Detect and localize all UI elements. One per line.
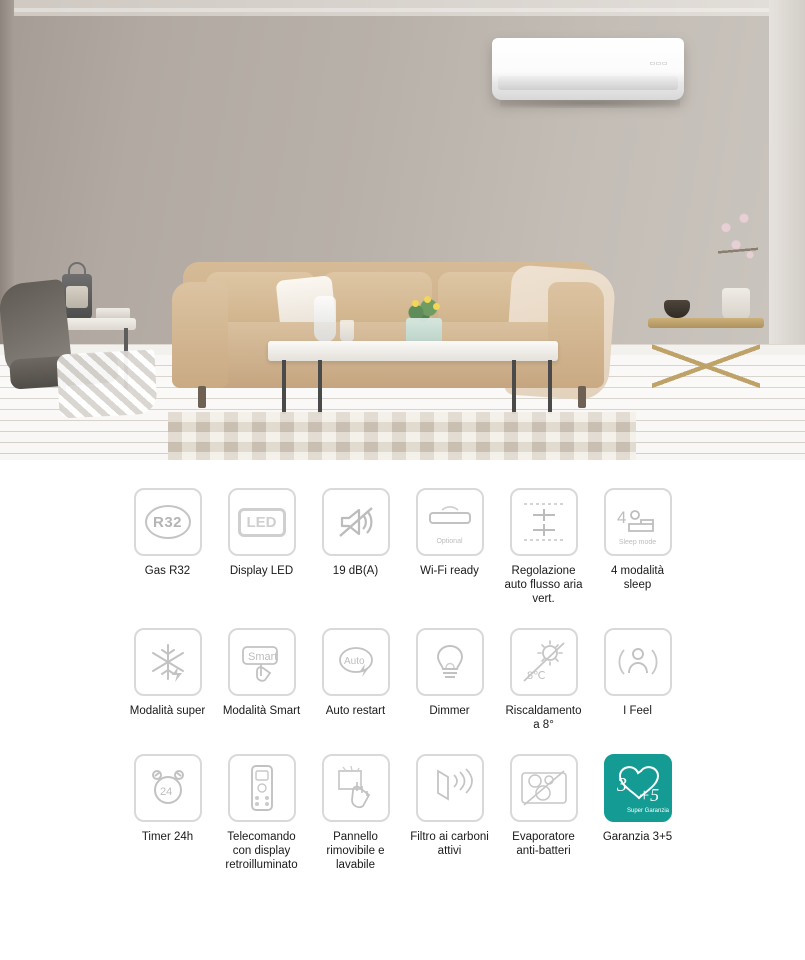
mute-speaker-glyph [334, 502, 378, 542]
person-signal-glyph [614, 640, 662, 684]
feature-noise-level [320, 488, 392, 606]
filter-waves-glyph [426, 765, 474, 811]
feature-gas-r32 [132, 488, 204, 606]
svg-text:Super Garanzia: Super Garanzia [626, 808, 669, 814]
dimmer-bulb-icon [416, 628, 484, 696]
svg-text:3: 3 [616, 774, 627, 796]
feature-label: Regolazione auto flusso aria vert. [504, 565, 583, 605]
warranty-3plus5-icon [604, 754, 672, 822]
feature-timer-24h [132, 754, 204, 872]
sleep-mode-badge: Sleep mode [618, 539, 657, 546]
heating-8-degrees-icon [510, 628, 578, 696]
feature-i-feel [602, 628, 674, 732]
evaporator-germ-glyph [516, 765, 572, 811]
feature-label: Filtro ai carboni attivi [410, 831, 489, 857]
carbon-filter-icon [416, 754, 484, 822]
smart-touch-glyph [235, 639, 289, 685]
hero-room-photo [0, 0, 805, 460]
i-feel-person-icon [604, 628, 672, 696]
patterned-blanket [56, 349, 157, 418]
remote-control-glyph [245, 763, 279, 813]
light-bulb-glyph [428, 639, 472, 685]
feature-label: Timer 24h [141, 831, 194, 843]
vertical-airflow-icon [510, 488, 578, 556]
warranty-badge-glyph [607, 757, 669, 819]
washable-panel-icon [322, 754, 390, 822]
feature-label: Wi-Fi ready [420, 565, 479, 577]
sleep-mode-icon [604, 488, 672, 556]
backlit-remote-icon [228, 754, 296, 822]
svg-text:Auto: Auto [343, 656, 365, 667]
wall-air-conditioner [492, 38, 684, 100]
feature-label: Modalità Smart [222, 705, 301, 717]
sleep-bed-glyph [612, 502, 664, 542]
feature-wifi-ready [414, 488, 486, 606]
feature-warranty [602, 754, 674, 872]
sofa-armrest-right [548, 282, 604, 388]
svg-text:24: 24 [159, 786, 172, 798]
feature-antibacterial-evaporator [508, 754, 580, 872]
wifi-unit-glyph [424, 502, 476, 542]
mute-speaker-icon [322, 488, 390, 556]
feature-label: Dimmer [429, 705, 470, 717]
sofa-leg [198, 386, 206, 408]
table-leg [512, 360, 516, 414]
feature-row [0, 754, 805, 872]
feature-label: Evaporatore anti-batteri [512, 831, 575, 857]
feature-label: Modalità super [129, 705, 206, 717]
feature-label: Telecomando con display retroilluminato [225, 831, 298, 871]
svg-text:8℃: 8℃ [526, 670, 545, 682]
drinking-glass [340, 320, 354, 342]
feature-label: 19 dB(A) [332, 565, 379, 577]
feature-label: Pannello rimovibile e lavabile [326, 831, 385, 871]
feature-smart-mode [222, 628, 301, 732]
dried-branch-decor [718, 212, 758, 290]
auto-restart-icon [322, 628, 390, 696]
alarm-clock-glyph [144, 765, 192, 811]
feature-label: 4 modalità sleep [610, 565, 665, 591]
yellow-flower [433, 303, 440, 310]
table-leg [318, 360, 322, 414]
svg-text:4: 4 [616, 508, 626, 527]
feature-vertical-airflow [504, 488, 583, 606]
snowflake-glyph [145, 639, 191, 685]
coffee-table-top [268, 341, 558, 361]
feature-auto-restart [320, 628, 392, 732]
yellow-flower [412, 300, 419, 307]
svg-text:Smart: Smart [247, 651, 277, 663]
feature-label: Riscaldamento a 8° [505, 705, 582, 731]
wifi-optional-badge: Optional [436, 538, 463, 545]
led-badge: LED [238, 508, 286, 537]
feature-super-mode [129, 628, 206, 732]
feature-label: Gas R32 [144, 565, 191, 577]
smart-touch-icon [228, 628, 296, 696]
hand-panel-glyph [331, 765, 381, 811]
console-table-legs [652, 326, 760, 404]
table-leg [282, 360, 286, 414]
svg-text:+5: +5 [637, 785, 659, 805]
feature-row [0, 488, 805, 606]
feature-label: Display LED [229, 565, 294, 577]
area-rug-pattern [168, 412, 636, 460]
feature-display-led [226, 488, 298, 606]
airflow-glyph [519, 498, 569, 546]
feature-icon-grid [0, 460, 805, 960]
feature-washable-panel [320, 754, 392, 872]
sofa-armrest-left [172, 282, 228, 388]
ac-brand-mark: ▭▭▭ [649, 61, 668, 67]
led-display-icon [228, 488, 296, 556]
feature-label: Auto restart [325, 705, 386, 717]
ac-air-vent [498, 76, 678, 90]
sofa-leg [578, 386, 586, 408]
vase [722, 288, 750, 320]
r32-gas-icon [134, 488, 202, 556]
r32-ring [145, 505, 191, 539]
auto-restart-glyph [331, 640, 381, 684]
antibacterial-evaporator-icon [510, 754, 578, 822]
sun-8-degrees-glyph [518, 639, 570, 685]
feature-backlit-remote [226, 754, 298, 872]
ceiling-line [0, 8, 805, 12]
feature-label: Garanzia 3+5 [602, 831, 673, 843]
feature-row [0, 628, 805, 732]
glass-decanter [314, 296, 336, 342]
snowflake-bolt-icon [134, 628, 202, 696]
yellow-flower [424, 296, 431, 303]
feature-dimmer [414, 628, 486, 732]
feature-sleep-modes [602, 488, 674, 606]
table-leg [548, 360, 552, 414]
feature-label: I Feel [623, 705, 652, 717]
timer-24h-icon [134, 754, 202, 822]
feature-carbon-filter [410, 754, 489, 872]
wifi-ready-icon [416, 488, 484, 556]
r32-label: R32 [152, 513, 183, 531]
feature-heating-8-degrees [505, 628, 582, 732]
